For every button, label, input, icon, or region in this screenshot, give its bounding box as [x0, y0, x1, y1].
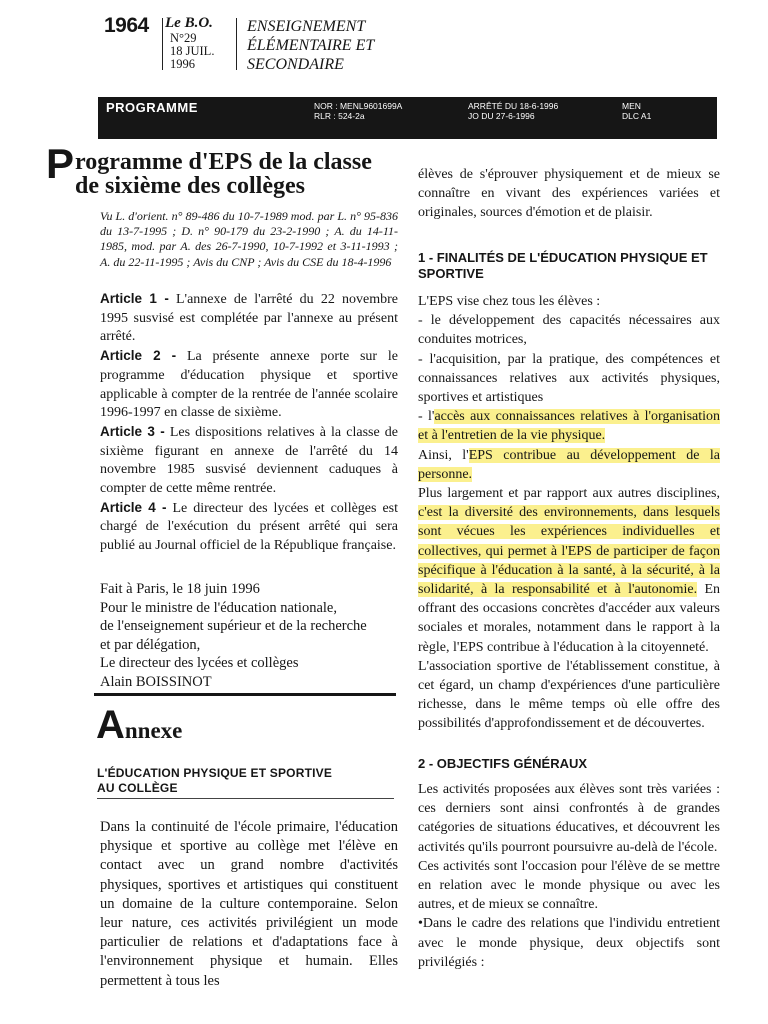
- article-text: Le directeur des lycées et collèges est chargé de l'exécution du présent arrêté qui sera publié au Journal officiel de la République française.: [100, 500, 398, 554]
- article-text: Les dispositions relatives à la classe de sixième figurant en annexe de l'arrêté du 14 novembre 1985 susvisé deviennent caduques à compter de cette même rentrée.: [100, 424, 399, 497]
- signature-block: [100, 580, 400, 691]
- subheading-underline: [97, 798, 394, 799]
- bo-logo: Le B.O.: [165, 15, 213, 31]
- intro-continuation: élèves de s'éprouver physiquement et de mieux se connaître en vivant des expériences variées et originales, sources d'émotion et de plaisir.: [418, 167, 720, 221]
- issue-number: N°29: [170, 31, 197, 45]
- objectifs-body: [418, 780, 720, 972]
- page-number: 1964: [104, 14, 149, 37]
- bullet-item: - l'acquisition, par la pratique, des compétences et connaissances relatives aux activités physiques, sportives et artistiques: [418, 351, 720, 406]
- dlc-text: DLC A1: [622, 111, 652, 121]
- subheading-line-2: AU COLLÈGE: [97, 781, 178, 795]
- section-divider: [94, 693, 396, 696]
- masthead-divider-1: [162, 18, 163, 70]
- issue-info: [170, 32, 214, 71]
- article-label: Article 3 -: [100, 423, 165, 439]
- issue-year: 1996: [170, 57, 195, 71]
- heading-objectifs: 2 - OBJECTIFS GÉNÉRAUX: [418, 756, 588, 771]
- title-dropcap: P: [46, 140, 75, 187]
- paragraph-prefix: Plus largement et par rapport aux autres disciplines,: [418, 486, 720, 502]
- subheading-line-1: L'ÉDUCATION PHYSIQUE ET SPORTIVE: [97, 766, 333, 780]
- signature-line: de l'enseignement supérieur et de la recherche: [100, 618, 367, 634]
- annexe-intro: Dans la continuité de l'école primaire, l'éducation physique et sportive au collège met l'élève en contact avec un grand nombre d'activités physiques, sportives et artistiques qui constituent un domaine de la culture contemporaine. Selon leur nature, ces activités privilégient un mode particulier de relations et d'adaptations face à l'environnement physique et humain. Elles permettent à tous les: [100, 819, 398, 989]
- article-2: [100, 347, 398, 423]
- occasion-paragraph: Ces activités sont l'occasion pour l'élève de se mettre en relation avec le monde physique ou avec les autres, et de mieux se connaître.: [418, 858, 720, 913]
- cadre-paragraph: •Dans le cadre des relations que l'individu entretient avec le monde physique, deux objectifs sont privilégiés :: [418, 916, 720, 970]
- ainsi-prefix: Ainsi, l': [418, 447, 469, 463]
- article-3: [100, 423, 398, 499]
- dates-reference: [468, 101, 558, 121]
- highlighted-text: accès aux connaissances relatives à l'organisation et à l'entretien de la vie physique.: [418, 409, 721, 444]
- ainsi-line: [418, 446, 720, 484]
- arrete-date: ARRÊTÉ DU 18-6-1996: [468, 101, 559, 111]
- programme-label: PROGRAMME: [106, 100, 198, 115]
- annexe-title-rest: nnexe: [124, 718, 183, 743]
- heading-finalites: 1 - FINALITÉS DE L'ÉDUCATION PHYSIQUE ET SPORTIVE: [418, 250, 708, 281]
- rlr-text: RLR : 524-2a: [314, 111, 365, 121]
- signature-line: Fait à Paris, le 18 juin 1996: [100, 581, 260, 597]
- signature-name: Alain BOISSINOT: [100, 673, 212, 690]
- association-paragraph: L'association sportive de l'établissement constitue, à cet égard, un champ d'expériences d'une particulière richesse, dans le même temps où elle offre des possibilités d'approfondissement et de découvertes.: [418, 658, 720, 732]
- nor-text: NOR : MENL9601699A: [314, 101, 403, 111]
- page-title: [46, 140, 416, 199]
- activites-paragraph: Les activités proposées aux élèves sont très variées : ces derniers sont ainsi confrontés à de grandes catégories de situations éducatives, et découvrent les activités qu'ils pourront poursuivre au-delà de l'école.: [418, 782, 720, 855]
- highlighted-text: EPS contribue au développement de la personne.: [418, 447, 720, 482]
- article-label: Article 1 -: [100, 291, 169, 306]
- bullet-prefix: - l': [418, 409, 435, 425]
- ministry-reference: [622, 101, 651, 121]
- section-line-2: ÉLÉMENTAIRE ET: [247, 37, 375, 54]
- articles-block: [100, 290, 398, 556]
- legal-references: Vu L. d'orient. n° 89-486 du 10-7-1989 mod. par L. n° 95-836 du 13-7-1995 ; D. n° 90-179 du 23-2-1990 ; A. du 14-11-1985, mod. par A. des 26-7-1990, 10-7-1992 et 3-11-1993 ; A. du 22-11-1995 ; Avis du CNP ; Avis du CSE du 18-4-1996: [100, 209, 398, 269]
- diversity-paragraph: [418, 484, 720, 657]
- title-line-2: de sixième des collèges: [75, 173, 305, 199]
- men-text: MEN: [622, 101, 641, 111]
- masthead-divider-2: [236, 18, 237, 70]
- annexe-title: [96, 705, 182, 745]
- section-line-3: SECONDAIRE: [247, 56, 344, 73]
- annexe-subheading: [97, 766, 397, 796]
- article-label: Article 4 -: [100, 499, 167, 515]
- eps-vise: L'EPS vise chez tous les élèves :: [418, 294, 601, 309]
- signature-line: Pour le ministre de l'éducation nationale,: [100, 599, 337, 616]
- section-line-1: ENSEIGNEMENT: [247, 18, 366, 35]
- signature-line: et par délégation,: [100, 636, 201, 653]
- article-text: La présente annexe porte sur le programme d'éducation physique et sportive applicable à compter de la rentrée de l'année scolaire 1996-1997 en classe de sixième.: [100, 349, 398, 421]
- title-line-1: rogramme d'EPS de la classe: [75, 149, 372, 175]
- programme-bar: [98, 97, 717, 139]
- article-4: [100, 499, 398, 556]
- jo-date: JO DU 27-6-1996: [468, 111, 535, 121]
- nor-reference: [314, 101, 402, 121]
- finalites-body: [418, 292, 720, 734]
- article-1: [100, 290, 398, 347]
- article-text: L'annexe de l'arrêté du 22 novembre 1995 susvisé est complétée par l'annexe au présent arrêté.: [100, 292, 398, 345]
- paragraph-suffix: En offrant des occasions concrètes d'accéder aux valeurs sociales et morales, notamment dans le rapport à la règle, l'EPS contribue à l'éducation à la citoyenneté.: [418, 582, 720, 655]
- highlighted-text: c'est la diversité des environnements, dans lesquels sont vécues les expériences individuelles et collectives, qui permet à l'EPS de participer de façon spécifique à l'éducation à la santé, à la sécurité, à la solidarité, à la responsabilité et à l'autonomie.: [418, 505, 720, 598]
- bullet-item: [418, 407, 720, 445]
- bullet-item: - le développement des capacités nécessaires aux conduites motrices,: [418, 313, 720, 348]
- article-label: Article 2 -: [100, 348, 177, 364]
- section-title: [247, 17, 374, 74]
- signature-line: Le directeur des lycées et collèges: [100, 655, 299, 671]
- annexe-dropcap: A: [96, 703, 125, 747]
- issue-date: 18 JUIL.: [170, 44, 215, 58]
